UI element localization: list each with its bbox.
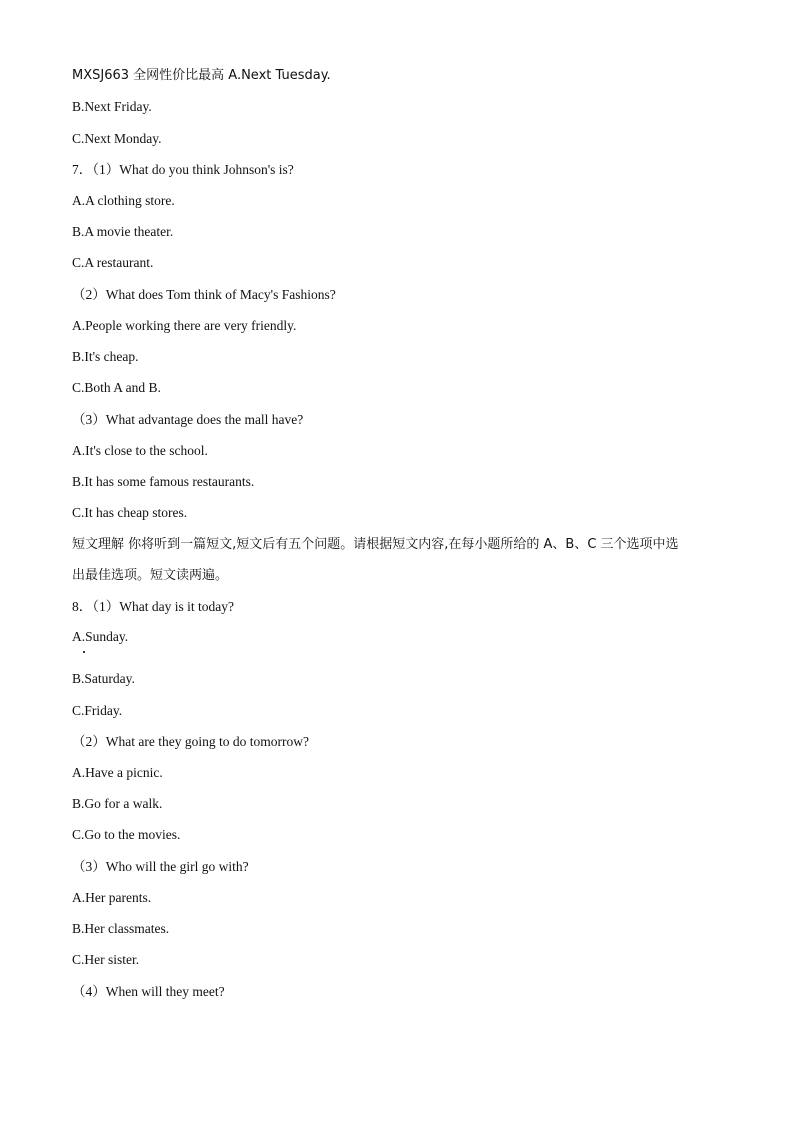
q8-2-option-a: A.Have a picnic. [72,765,163,780]
q8-1-option-a: A.Sunday. [72,629,129,644]
question-8-4: （4）When will they meet? [72,984,225,999]
option-b-next-friday: B.Next Friday. [72,99,152,114]
q7-1-option-a: A.A clothing store. [72,193,175,208]
q7-3-option-c: C.It has cheap stores. [72,505,188,520]
header-line: MXSJ663 全网性价比最高 A.Next Tuesday. [72,68,331,83]
q8-3-option-c: C.Her sister. [72,952,140,967]
q8-3-option-a: A.Her parents. [72,890,152,905]
section-instructions-cont: 出最佳选项。短文读两遍。 [72,568,229,583]
q7-2-option-c: C.Both A and B. [72,380,161,395]
q7-2-option-b: B.It's cheap. [72,349,139,364]
option-c-next-monday: C.Next Monday. [72,131,162,146]
question-8-1: 8．（1）What day is it today? [72,599,234,614]
question-8-2: （2）What are they going to do tomorrow? [72,734,309,749]
question-7-1: 7．（1）What do you think Johnson's is? [72,162,294,177]
question-8-3: （3）Who will the girl go with? [72,859,249,874]
q8-1-option-b: B.Saturday. [72,671,135,686]
q8-3-option-b: B.Her classmates. [72,921,170,936]
q7-2-option-a: A.People working there are very friendly. [72,318,297,333]
q7-3-option-b: B.It has some famous restaurants. [72,474,255,489]
stray-mark [83,651,85,653]
question-7-2: （2）What does Tom think of Macy's Fashions? [72,287,336,302]
section-instructions: 短文理解 你将听到一篇短文,短文后有五个问题。请根据短文内容,在每小题所给的 A、B、C 三个选项中选 [72,537,679,552]
q7-1-option-c: C.A restaurant. [72,255,154,270]
question-7-3: （3）What advantage does the mall have? [72,412,304,427]
q7-1-option-b: B.A movie theater. [72,224,174,239]
q8-2-option-b: B.Go for a walk. [72,796,163,811]
q7-3-option-a: A.It's close to the school. [72,443,208,458]
q8-2-option-c: C.Go to the movies. [72,827,181,842]
q8-1-option-c: C.Friday. [72,703,123,718]
